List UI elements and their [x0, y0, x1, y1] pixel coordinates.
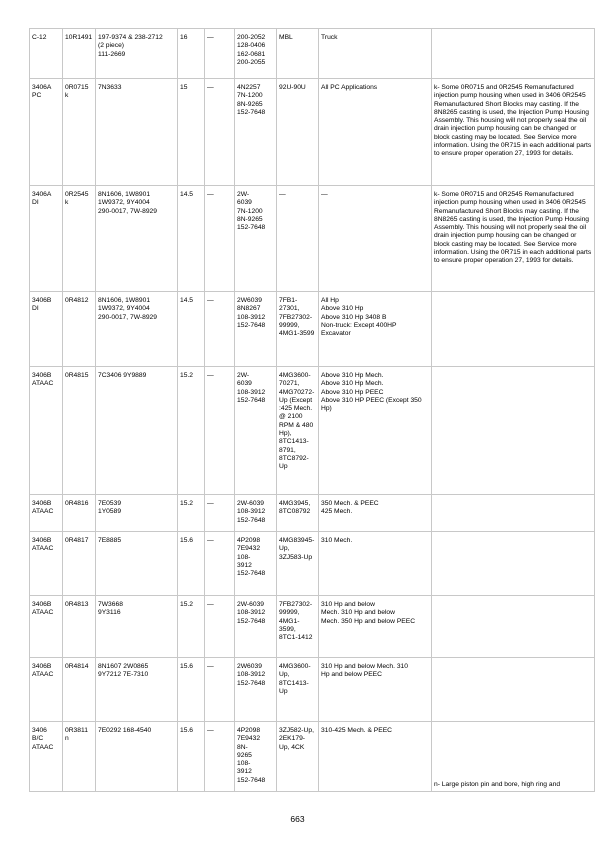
application-cell: 350 Mech. & PEEC 425 Mech.	[319, 495, 432, 532]
part-number-cell: 0R4812	[63, 292, 96, 367]
application-cell: —	[319, 186, 432, 292]
old-parts-cell: 2W-6039 108-3912 152-7648	[235, 495, 277, 532]
dash-cell: —	[205, 596, 235, 658]
old-parts-cell: 4P2098 7E9432 8N- 9265 108- 3912 152-7648	[235, 722, 277, 792]
application-cell: Truck	[319, 29, 432, 79]
serial-cell: 92U-90U	[277, 79, 319, 186]
model-cell: 3406B ATAAC	[30, 596, 63, 658]
value-cell: 15.6	[178, 722, 205, 792]
model-cell: 3406B ATAAC	[30, 367, 63, 495]
application-cell: All PC Applications	[319, 79, 432, 186]
old-parts-cell: 2W6039 8N8267 108-3912 152-7648	[235, 292, 277, 367]
related-parts-cell: 8N1606, 1W8901 1W9372, 9Y4004 290-0017, 7W-8929	[96, 186, 178, 292]
model-cell: 3406B DI	[30, 292, 63, 367]
part-number-cell: 10R1491	[63, 29, 96, 79]
note-cell: k- Some 0R0715 and 0R2545 Remanufactured injection pump housing when used in 3406 0R2545 Remanufactured Short Blocks may casting. If the 8N8265 casting is used, the Injection Pump Housing Assembly. This housing will not properly seal the oil drain injection pump housing can be changed or block casting may be located. See Service more information. Using the 0R715 in each additional parts to ensure proper operation 27, 1993 for details.	[432, 186, 595, 292]
value-cell: 15.6	[178, 532, 205, 596]
model-cell: C-12	[30, 29, 63, 79]
value-cell: 14.5	[178, 292, 205, 367]
model-cell: 3406B ATAAC	[30, 658, 63, 722]
part-number-cell: 0R4815	[63, 367, 96, 495]
table-row	[30, 367, 595, 495]
dash-cell: —	[205, 292, 235, 367]
application-cell: 310 Mech.	[319, 532, 432, 596]
model-cell: 3406A DI	[30, 186, 63, 292]
serial-cell: 7FB1- 27301, 7FB27302- 99999, 4MG1-3599	[277, 292, 319, 367]
table-row	[30, 658, 595, 722]
model-cell: 3406B ATAAC	[30, 495, 63, 532]
related-parts-cell: 8N1606, 1W8901 1W9372, 9Y4004 290-0017, 7W-8929	[96, 292, 178, 367]
dash-cell: —	[205, 367, 235, 495]
old-parts-cell: 4P2098 7E9432 108- 3912 152-7648	[235, 532, 277, 596]
dash-cell: —	[205, 79, 235, 186]
application-cell: 310 Hp and below Mech. 310 Hp and below Mech. 350 Hp and below PEEC	[319, 596, 432, 658]
old-parts-cell: 200-2052 128-0406 162-0681 200-2055	[235, 29, 277, 79]
dash-cell: —	[205, 722, 235, 792]
note-cell	[432, 532, 595, 596]
table-row	[30, 29, 595, 79]
part-number-cell: 0R2545 k	[63, 186, 96, 292]
value-cell: 16	[178, 29, 205, 79]
dash-cell: —	[205, 532, 235, 596]
note-cell: n- Large piston pin and bore, high ring and	[432, 722, 595, 792]
old-parts-cell: 2W6039 108-3912 152-7648	[235, 658, 277, 722]
model-cell: 3406B ATAAC	[30, 532, 63, 596]
table-row	[30, 495, 595, 532]
old-parts-cell: 2W-6039 108-3912 152-7648	[235, 596, 277, 658]
application-cell: Above 310 Hp Mech. Above 310 Hp Mech. Above 310 Hp PEEC Above 310 HP PEEC (Except 350 Hp)	[319, 367, 432, 495]
table-row	[30, 722, 595, 792]
serial-cell: 4MG3600- 70271, 4MG70272- Up (Except :425 Mech. @ 2100 RPM & 480 Hp), 8TC1413- 8791, 8TC8792- Up	[277, 367, 319, 495]
related-parts-cell: 8N1607 2W0865 9Y7212 7E-7310	[96, 658, 178, 722]
parts-table	[29, 28, 595, 792]
table-row	[30, 292, 595, 367]
note-cell	[432, 658, 595, 722]
serial-cell: 4MG83945- Up, 3ZJ583-Up	[277, 532, 319, 596]
serial-cell: 4MG3945, 8TC08792	[277, 495, 319, 532]
related-parts-cell: 7E8885	[96, 532, 178, 596]
note-cell	[432, 495, 595, 532]
old-parts-cell: 2W- 6039 7N-1200 8N-9265 152-7648	[235, 186, 277, 292]
part-number-cell: 0R4817	[63, 532, 96, 596]
dash-cell: —	[205, 186, 235, 292]
table-row	[30, 79, 595, 186]
model-cell: 3406 B/C ATAAC	[30, 722, 63, 792]
page-number: 663	[290, 814, 305, 824]
table-body	[30, 29, 595, 792]
note-cell	[432, 367, 595, 495]
old-parts-cell: 2W- 6039 108-3912 152-7648	[235, 367, 277, 495]
serial-cell: MBL	[277, 29, 319, 79]
part-number-cell: 0R0715 k	[63, 79, 96, 186]
serial-cell: —	[277, 186, 319, 292]
part-number-cell: 0R4816	[63, 495, 96, 532]
value-cell: 15.2	[178, 596, 205, 658]
part-number-cell: 0R3811 n	[63, 722, 96, 792]
application-cell: 310-425 Mech. & PEEC	[319, 722, 432, 792]
value-cell: 14.5	[178, 186, 205, 292]
model-cell: 3406A PC	[30, 79, 63, 186]
note-cell	[432, 292, 595, 367]
note-cell	[432, 29, 595, 79]
related-parts-cell: 197-9374 & 238-2712 (2 piece) 111-2669	[96, 29, 178, 79]
related-parts-cell: 7E0292 168-4540	[96, 722, 178, 792]
table-row	[30, 532, 595, 596]
table-row	[30, 186, 595, 292]
value-cell: 15.6	[178, 658, 205, 722]
note-cell	[432, 596, 595, 658]
application-cell: 310 Hp and below Mech. 310 Hp and below PEEC	[319, 658, 432, 722]
dash-cell: —	[205, 495, 235, 532]
value-cell: 15.2	[178, 495, 205, 532]
part-number-cell: 0R4813	[63, 596, 96, 658]
dash-cell: —	[205, 658, 235, 722]
serial-cell: 3ZJ582-Up, 2EK179- Up, 4CK	[277, 722, 319, 792]
value-cell: 15.2	[178, 367, 205, 495]
related-parts-cell: 7N3633	[96, 79, 178, 186]
related-parts-cell: 7W3668 9Y3116	[96, 596, 178, 658]
related-parts-cell: 7E0539 1Y0589	[96, 495, 178, 532]
note-cell: k- Some 0R0715 and 0R2545 Remanufactured injection pump housing when used in 3406 0R2545 Remanufactured Short Blocks may casting. If the 8N8265 casting is used, the Injection Pump Housing Assembly. This housing will not properly seal the oil drain injection pump housing can be changed or block casting may be located. See Service more information. Using the 0R715 in each additional parts to ensure proper operation 27, 1993 for details.	[432, 79, 595, 186]
serial-cell: 4MG3600- Up, 8TC1413- Up	[277, 658, 319, 722]
part-number-cell: 0R4814	[63, 658, 96, 722]
value-cell: 15	[178, 79, 205, 186]
related-parts-cell: 7C3406 9Y9889	[96, 367, 178, 495]
dash-cell: —	[205, 29, 235, 79]
serial-cell: 7FB27302- 99999, 4MG1- 3599, 8TC1-1412	[277, 596, 319, 658]
table-row	[30, 596, 595, 658]
application-cell: All Hp Above 310 Hp Above 310 Hp 3408 B Non-truck: Except 400HP Excavator	[319, 292, 432, 367]
old-parts-cell: 4N2257 7N-1200 8N-9265 152-7648	[235, 79, 277, 186]
